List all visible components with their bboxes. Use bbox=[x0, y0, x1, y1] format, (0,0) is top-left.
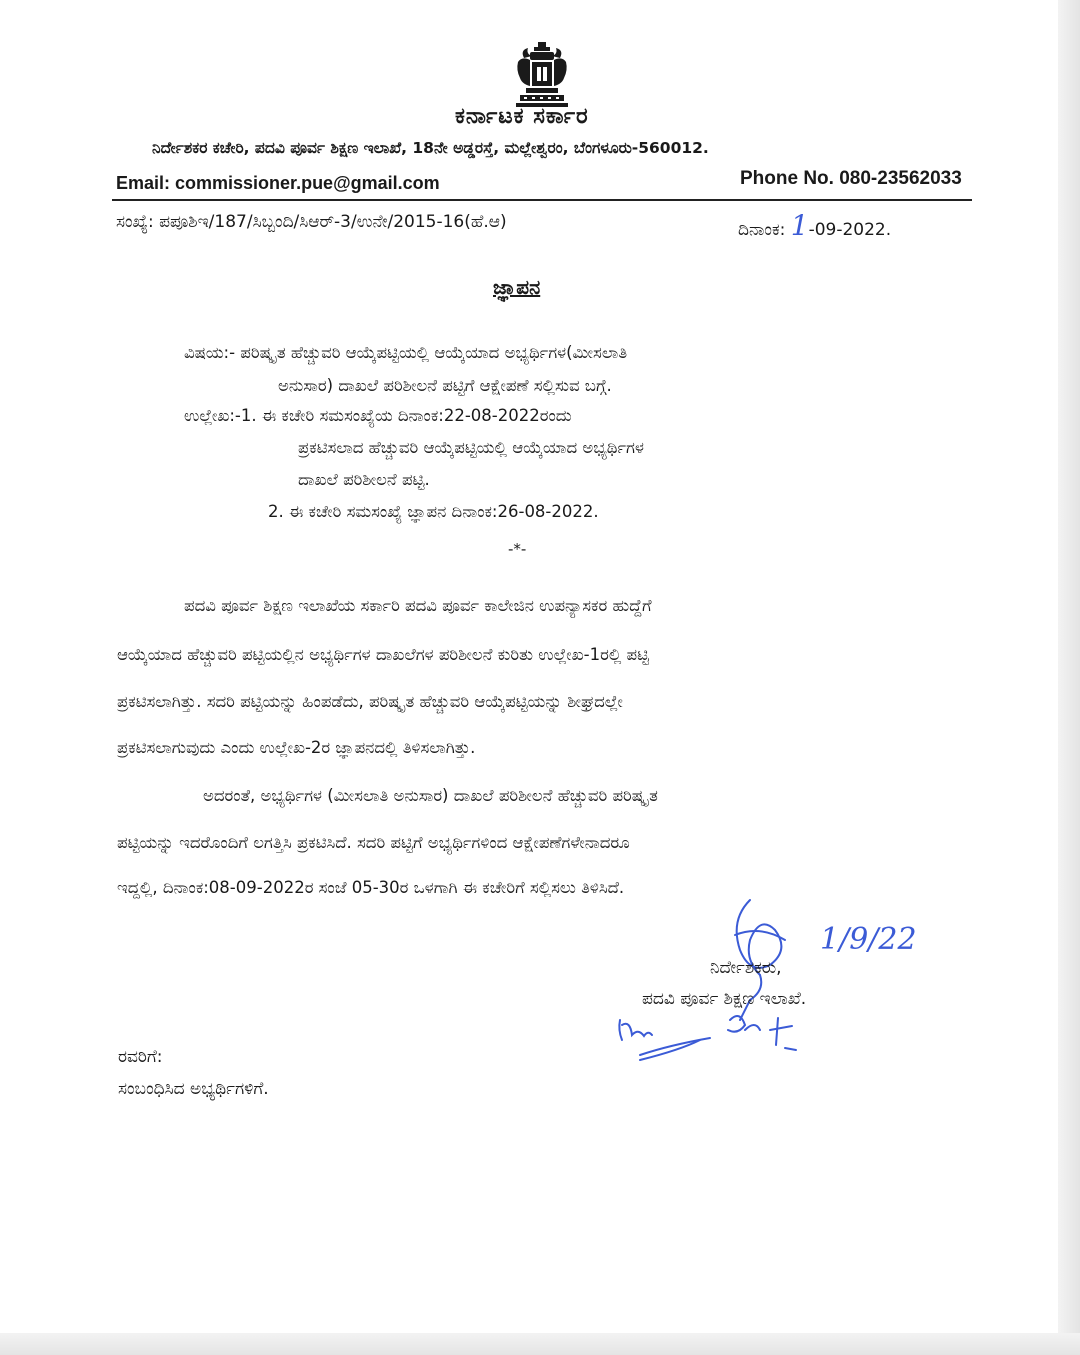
signatory-department: ಪದವಿ ಪೂರ್ವ ಶಿಕ್ಷಣ ಇಲಾಖೆ. bbox=[642, 989, 807, 1009]
body-paragraph-2-line-2: ಪಟ್ಟಿಯನ್ನು ಇದರೊಂದಿಗೆ ಲಗತ್ತಿಸಿ ಪ್ರಕಟಿಸಿದೆ. ಸದರಿ ಪಟ್ಟಿಗೆ ಅಭ್ಯರ್ಥಿಗಳಿಂದ ಆಕ್ಷೇಪಣೆಗಳೇನಾದರೂ bbox=[117, 833, 630, 852]
body-paragraph-1-line-4: ಪ್ರಕಟಿಸಲಾಗುವುದು ಎಂದು ಉಲ್ಲೇಖ-2ರ ಜ್ಞಾಪನದಲ್ಲಿ ತಿಳಿಸಲಾಗಿತ್ತು. bbox=[117, 738, 476, 757]
government-name: ಕರ್ನಾಟಕ ಸರ್ಕಾರ bbox=[455, 104, 589, 129]
signature-date-handwritten: 1/9/22 bbox=[820, 922, 917, 957]
header-divider bbox=[112, 199, 972, 201]
karnataka-emblem-icon bbox=[510, 40, 574, 110]
handwritten-signature bbox=[600, 880, 940, 1080]
body-paragraph-2-line-1: ಅದರಂತೆ, ಅಭ್ಯರ್ಥಿಗಳ (ಮೀಸಲಾತಿ ಅನುಸಾರ) ದಾಖಲೆ ಪರಿಶೀಲನೆ ಹೆಚ್ಚುವರಿ ಪರಿಷ್ಕೃತ bbox=[203, 786, 658, 805]
signatory-title: ನಿರ್ದೇಶಕರು, bbox=[710, 958, 782, 978]
recipient-value: ಸಂಬಂಧಿಸಿದ ಅಭ್ಯರ್ಥಿಗಳಿಗೆ. bbox=[118, 1079, 269, 1099]
section-separator: -*- bbox=[508, 540, 527, 558]
body-paragraph-1-line-3: ಪ್ರಕಟಿಸಲಾಗಿತ್ತು. ಸದರಿ ಪಟ್ಟಿಯನ್ನು ಹಿಂಪಡೆದು, ಪರಿಷ್ಕೃತ ಹೆಚ್ಚುವರಿ ಆಯ್ಕೆಪಟ್ಟಿಯನ್ನು ಶೀಘ್ರದಲ್ಲೇ bbox=[117, 692, 623, 711]
email-address: Email: commissioner.pue@gmail.com bbox=[116, 173, 440, 193]
recipient-label: ರವರಿಗೆ: bbox=[118, 1047, 163, 1067]
office-address: ನಿರ್ದೇಶಕರ ಕಚೇರಿ, ಪದವಿ ಪೂರ್ವ ಶಿಕ್ಷಣ ಇಲಾಖೆ, 18ನೇ ಅಡ್ಡರಸ್ತೆ, ಮಲ್ಲೇಶ್ವರಂ, ಬೆಂಗಳೂರು-560012. bbox=[152, 139, 709, 157]
date-label: ದಿನಾಂಕ: bbox=[738, 220, 786, 240]
memo-title: ಜ್ಞಾಪನ bbox=[493, 275, 541, 299]
issue-date bbox=[738, 209, 891, 242]
subject-line-1: ವಿಷಯ:- ಪರಿಷ್ಕೃತ ಹೆಚ್ಚುವರಿ ಆಯ್ಕೆಪಟ್ಟಿಯಲ್ಲಿ ಆಯ್ಕೆಯಾದ ಅಭ್ಯರ್ಥಿಗಳ(ಮೀಸಲಾತಿ bbox=[184, 343, 628, 362]
page-edge-right bbox=[1058, 0, 1080, 1355]
reference-line-1: ಉಲ್ಲೇಖ:-1. ಈ ಕಚೇರಿ ಸಮಸಂಖ್ಯೆಯ ದಿನಾಂಕ:22-08-2022ರಂದು bbox=[184, 406, 572, 425]
date-rest: -09-2022. bbox=[808, 220, 892, 240]
subject-line-2: ಅನುಸಾರ) ದಾಖಲೆ ಪರಿಶೀಲನೆ ಪಟ್ಟಿಗೆ ಆಕ್ಷೇಪಣೆ ಸಲ್ಲಿಸುವ ಬಗ್ಗೆ. bbox=[278, 376, 612, 395]
page-edge-bottom bbox=[0, 1333, 1080, 1355]
body-paragraph-1-line-2: ಆಯ್ಕೆಯಾದ ಹೆಚ್ಚುವರಿ ಪಟ್ಟಿಯಲ್ಲಿನ ಅಭ್ಯರ್ಥಿಗಳ ದಾಖಲೆಗಳ ಪರಿಶೀಲನೆ ಕುರಿತು ಉಲ್ಲೇಖ-1ರಲ್ಲಿ ಪಟ್ಟಿ bbox=[117, 645, 650, 664]
date-day-handwritten: 1 bbox=[790, 209, 809, 242]
body-paragraph-1-line-1: ಪದವಿ ಪೂರ್ವ ಶಿಕ್ಷಣ ಇಲಾಖೆಯ ಸರ್ಕಾರಿ ಪದವಿ ಪೂರ್ವ ಕಾಲೇಜಿನ ಉಪನ್ಯಾಸಕರ ಹುದ್ದೆಗೆ bbox=[184, 596, 652, 615]
reference-number: ಸಂಖ್ಯೆ: ಪಪೂಶಿಇ/187/ಸಿಬ್ಬಂದಿ/ಸಿಆರ್-3/ಉನೇ/2015-16(ಹೆ.ಆ) bbox=[116, 212, 507, 232]
phone-number: Phone No. 080-23562033 bbox=[740, 168, 962, 189]
body-paragraph-2-line-3: ಇದ್ದಲ್ಲಿ, ದಿನಾಂಕ:08-09-2022ರ ಸಂಜೆ 05-30ರ ಒಳಗಾಗಿ ಈ ಕಚೇರಿಗೆ ಸಲ್ಲಿಸಲು ತಿಳಿಸಿದೆ. bbox=[117, 878, 625, 897]
reference-line-3: ದಾಖಲೆ ಪರಿಶೀಲನೆ ಪಟ್ಟಿ. bbox=[298, 470, 430, 489]
reference-line-2: ಪ್ರಕಟಿಸಲಾದ ಹೆಚ್ಚುವರಿ ಆಯ್ಕೆಪಟ್ಟಿಯಲ್ಲಿ ಆಯ್ಕೆಯಾದ ಅಭ್ಯರ್ಥಿಗಳ bbox=[298, 438, 644, 457]
reference-line-4: 2. ಈ ಕಚೇರಿ ಸಮಸಂಖ್ಯೆ ಜ್ಞಾಪನ ದಿನಾಂಕ:26-08-2022. bbox=[268, 502, 599, 521]
